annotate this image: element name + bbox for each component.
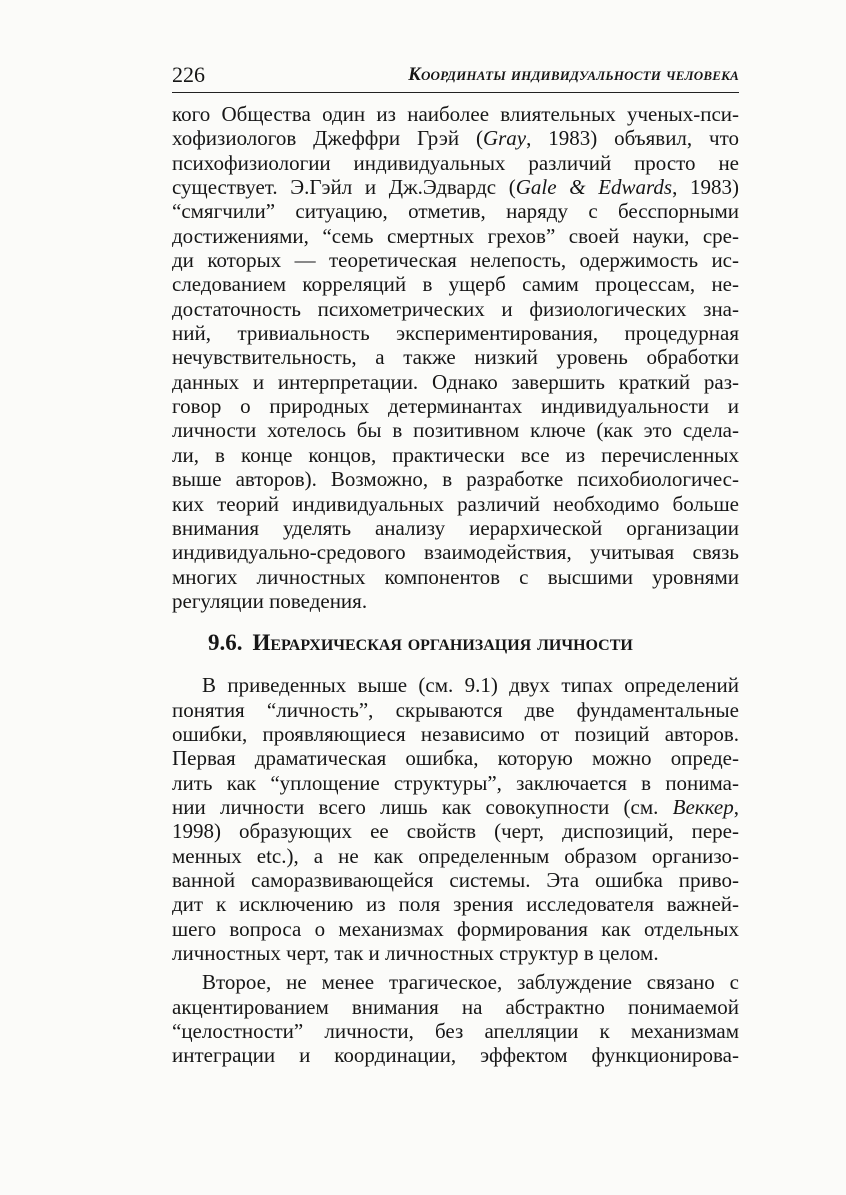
text-line: личности хотелось бы в позитивном ключе (как это сдела- [172, 418, 739, 443]
text-line: ошибки, проявляющиеся независимо от позиций авторов. [172, 721, 739, 746]
page-number: 226 [172, 62, 205, 87]
text-line: 1998) образующих ее свойств (черт, диспозиций, пере- [172, 819, 739, 844]
text-line: хофизиологов Джеффри Грэй (Gray, 1983) объявил, что [172, 126, 739, 151]
text-line: ванной саморазвивающейся системы. Эта ошибка приво- [172, 867, 739, 892]
text-line: личностных черт, так и личностных структур в целом. [172, 941, 659, 965]
citation-author: Gale & Edwards [515, 175, 673, 200]
text-line: достаточность психометрических и физиологических зна- [172, 296, 739, 321]
text-line: кого Общества один из наиболее влиятельных ученых-пси- [172, 102, 739, 126]
running-title: Координаты индивидуальности человека [408, 65, 739, 85]
paragraph [172, 673, 739, 965]
text-line: “целостности” личности, без апелляции к механизмам [172, 1019, 739, 1044]
text-line: регуляции поведения. [172, 588, 368, 613]
citation-author: Gray [482, 126, 527, 151]
text-line: понятия “личность”, скрываются две фундаментальные [172, 697, 739, 722]
citation-author: Веккер [672, 794, 734, 819]
paragraph [172, 102, 739, 613]
text-line: ди которых — теоретическая нелепость, одержимость ис- [172, 248, 739, 273]
text-line: В приведенных выше (см. 9.1) двух типах определений [202, 673, 739, 698]
text-line: “смягчили” ситуацию, отметив, наряду с бесспорными [172, 199, 739, 224]
text-line: дит к исключению из поля зрения исследователя важней- [172, 892, 739, 917]
text-line: индивидуально-средового взаимодействия, учитывая связь [172, 540, 739, 565]
text-line: следованием корреляций в ущерб самим процессам, не- [172, 272, 739, 297]
text-line: психофизиологии индивидуальных различий просто не [172, 150, 739, 175]
text-line: ний, тривиальность экспериментирования, процедурная [172, 321, 739, 346]
text-line: лить как “уплощение структуры”, заключается в понима- [172, 770, 739, 795]
text-line: существует. Э.Гэйл и Дж.Эдвардс (Gale & Edwards, 1983) [172, 175, 739, 200]
text-line: ких теорий индивидуальных различий необходимо больше [172, 491, 739, 516]
text-line: Второе, не менее трагическое, заблуждение связано с [202, 970, 739, 995]
section-number: 9.6. [208, 630, 243, 656]
paragraph [172, 970, 739, 1067]
section-heading [172, 631, 739, 667]
text-line: нечувствительность, а также низкий уровень обработки [172, 345, 739, 370]
text-line: шего вопроса о механизмах формирования как отдельных [172, 916, 739, 941]
text-line: менных etc.), а не как определенным образом организо- [172, 843, 739, 868]
text-line: акцентированием внимания на абстрактно понимаемой [172, 994, 739, 1019]
text-line: данных и интерпретации. Однако завершить краткий раз- [172, 369, 739, 394]
page-header [172, 60, 739, 93]
section-title: Иерархическая организация личности [252, 630, 633, 656]
text-line: выше авторов). Возможно, в разработке психобиологичес- [172, 467, 739, 492]
text-line: говор о природных детерминантах индивидуальности и [172, 394, 739, 419]
text-line: Первая драматическая ошибка, которую можно опреде- [172, 746, 739, 771]
text-line: интеграции и координации, эффектом функционирова- [172, 1043, 739, 1068]
text-line: многих личностных компонентов с высшими уровнями [172, 564, 739, 589]
text-line: нии личности всего лишь как совокупности (см. Веккер, [172, 794, 739, 819]
text-line: достижениями, “семь смертных грехов” своей науки, сре- [172, 223, 739, 248]
text-line: ли, в конце концов, практически все из перечисленных [172, 442, 739, 467]
text-line: внимания уделять анализу иерархической организации [172, 515, 739, 540]
page-body [172, 102, 739, 1068]
